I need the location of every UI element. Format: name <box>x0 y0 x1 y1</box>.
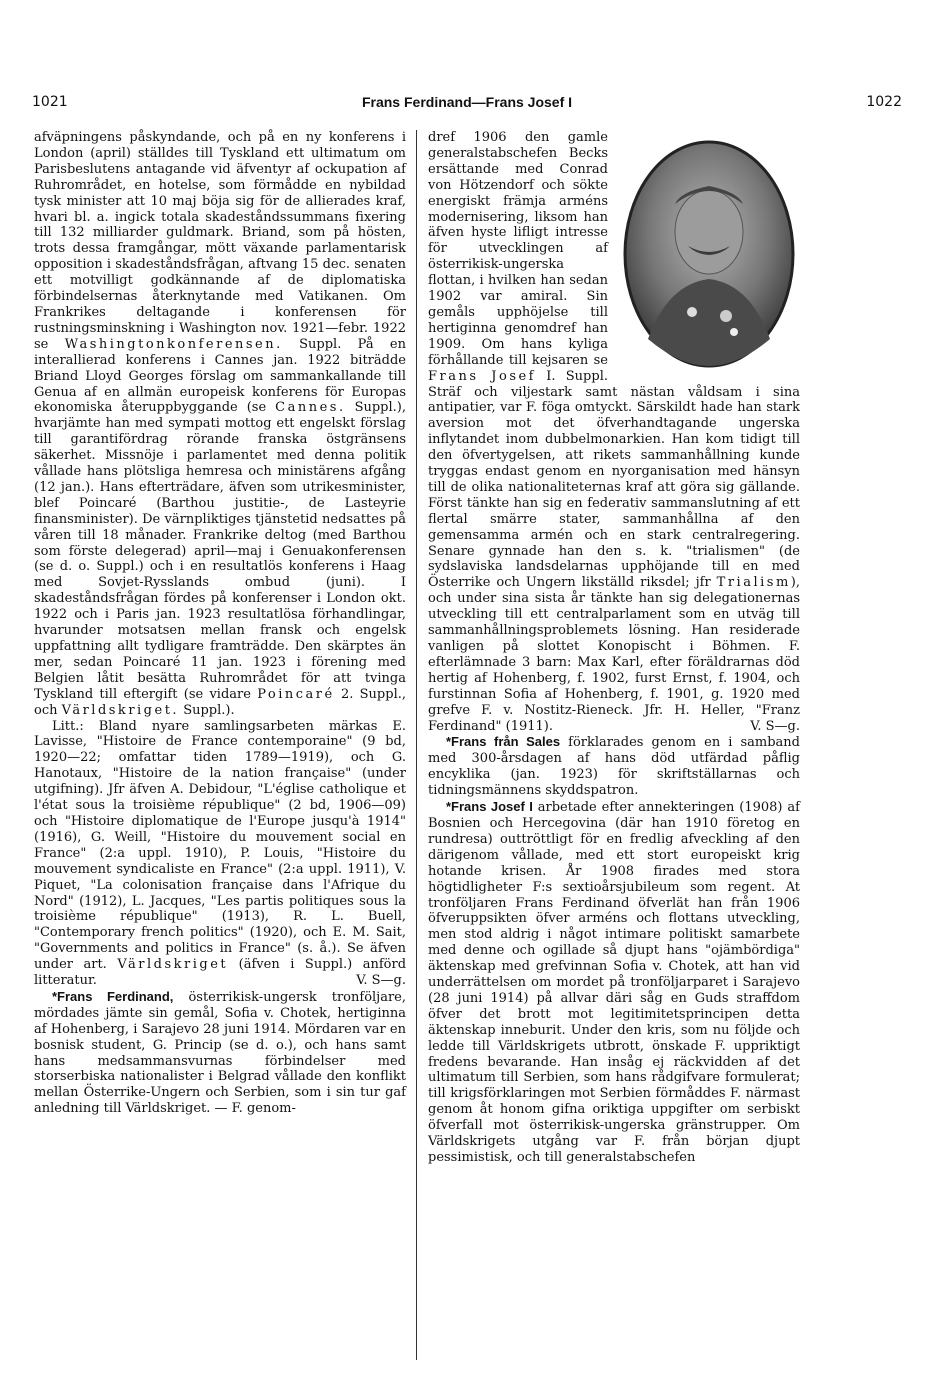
cross-reference: Världskriget <box>117 957 229 973</box>
france-history-paragraph <box>34 130 406 719</box>
text-segment: dref 1906 den gamle generalstabschefen Becks ersättande med Conrad von Hötzendorf och sökte energiskt främja arméns modernisering, liksom han äfven hyste lifligt intresse för utvecklingen af österrikisk-ungerska flottan, i hvilken han sedan 1902 var amiral. Sin gemåls upphöjelse till hertiginna genomdref han 1909. Om hans kyliga förhållande till kejsaren se <box>428 130 608 368</box>
text-segment: förklarades genom en i samband med 300-årsdagen af hans död utfärdad påflig encyklika (jan. 1923) för skriftställarnas och tidningsmännens skyddspatron. <box>428 735 801 799</box>
entry-headword: *Frans Josef I <box>446 799 533 815</box>
left-column <box>34 130 406 1117</box>
text-segment: afväpningens påskyndande, och på en ny konferens i London (april) ställdes till Tyskland ett ultimatum om Parisbeslutens antagande vid äfventyr af ockupation af Ruhrområdet, en hotelse, som förmådde en nybildad tysk minister att 10 maj böja sig för de allierades kraf, hvari bl. a. ingick totala skadeståndssummans fixering till 132 milliarder guldmark. Briand, som på hösten, trots dessa framgångar, mött växande parlamentarisk opposition i skadeståndsfrågan, aftvang 15 dec. senaten ett motvilligt godkännande af de diplomatiska förbindelsernas återknytande med Vatikanen. Om Frankrikes deltagande i konferensen för rustningsminskning i Washington nov. 1921—febr. 1922 se <box>34 130 406 352</box>
cross-reference: Poincaré <box>257 686 335 702</box>
entry-headword: *Frans från Sales <box>446 734 561 750</box>
author-signature: V. S—g. <box>356 973 406 989</box>
entry-frans-josef-i <box>428 799 800 1166</box>
author-signature: V. S—g. <box>750 718 800 734</box>
cross-reference: Cannes. <box>275 400 346 416</box>
text-segment: 2. Suppl., och <box>34 686 406 718</box>
right-column <box>428 130 800 1166</box>
text-segment: arbetade efter annekteringen (1908) af Bosnien och Hercegovina (där han 1910 företog en rundresa) outtröttligt för en fredlig afveckling af den därigenom vållade, med ett stort europeiskt krig hotande krisen. År 1908 firades med stora högtidligheter F:s sextioårsjubileum som regent. At tronföljaren Frans Ferdinand öfverlät han från 1906 öfveruppsikten öfver arméns och flottans utveckling, men stod aldrig i något intimare politiskt samarbete med denne och ogillade så djupt hans "ojämbördiga" äktenskap med grefvinnan Sofia v. Chotek, att han vid underrättelsen om mordet på tronföljarparet i Sarajevo (28 juni 1914) på allvar däri såg en Guds straffdom öfver det brott mot legitimitetsprincipen detta äktenskap inneburit. Under den kris, som nu följde och ledde till Världskrigets utbrott, önskade F. uppriktigt fredens bevarande. Han insåg ej räckvidden af det ultimatum till Serbien, som hans rådgifvare formulerat; till krigsförklaringen mot Serbien förmåddes F. närmast genom åt honom gifna oriktiga uppgifter om serbiskt öfverfall mot österrikisk-ungerska gränstrupper. Om Världskrigets utgång var F. från början djupt pessimistisk, och till generalstabschefen <box>428 800 800 1165</box>
text-segment: österrikisk-ungersk tronföljare, mördades jämte sin gemål, Sofia v. Chotek, hertiginna af Hohenberg, i Sarajevo 28 juni 1914. Mördaren var en bosnisk student, G. Princip (se d. o.), och hans samt hans medsammansvurnas förbindelser med storserbiska nationalister i Belgrad vållade den konflikt mellan Österrike-Ungern och Serbien, som i sin tur gaf anledning till Världskriget. — F. genom- <box>34 989 406 1117</box>
column-divider <box>416 130 417 1360</box>
cross-reference: Trialism <box>716 575 791 591</box>
cross-reference: Frans Josef <box>428 368 536 384</box>
text-segment: (äfven i Suppl.) anförd litteratur. <box>34 957 407 989</box>
entry-frans-ferdinand <box>34 989 406 1117</box>
page-number-left: 1021 <box>32 94 68 110</box>
cross-reference: Världskriget. <box>61 702 180 718</box>
page-number-right: 1022 <box>866 94 902 110</box>
running-title: Frans Ferdinand—Frans Josef I <box>361 94 573 110</box>
text-segment: Suppl.), hvarjämte han med sympati mottog ett engelskt förslag till garantifördrag rörande franska östgränsens säkerhet. Missnöje i parlamentet med denna politik vållade hans plötsliga hemresa och ministärens afgång (12 jan.). Hans efterträdare, äfven som utrikesminister, blef Poincaré (Barthou justitie-, de Lasteyrie finansminister). De värnpliktiges tjänstetid nedsattes på våren till 18 månader. Frankrike deltog (med Barthou som förste delegerad) april—maj i Genuakonferensen (se d. o. Suppl.) och i en resultatlös konferens i Haag med Sovjet-Rysslands ombud (juni). I skadeståndsfrågan fördes på konferenser i London okt. 1922 och i Paris jan. 1923 resultatlösa förhandlingar, hvarunder motsatsen mellan fransk och engelsk uppfattning allt tydligare framträdde. Den skärptes än mer, sedan Poincaré 11 jan. 1923 i förening med Belgien låtit besätta Ruhrområdet för att tvinga Tyskland till eftergift (se vidare <box>34 400 406 702</box>
entry-frans-fran-sales <box>428 734 800 799</box>
entry-headword: *Frans Ferdinand, <box>52 988 174 1004</box>
literature-paragraph <box>34 719 406 989</box>
portrait-photo <box>618 134 800 374</box>
text-segment: Suppl.). <box>179 702 235 718</box>
frans-ferdinand-continuation <box>428 130 800 734</box>
text-segment: ), och under sina sista år tänkte han sig delegationernas utveckling till ett centralparlament som en utväg till sammanhållningsproblemets lösning. Han residerade vanligen på slottet Konopischt i Böhmen. F. efterlämnade 3 barn: Max Karl, efter föräldrarnas död hertig af Hohenberg, f. 1902, furst Ernst, f. 1904, och furstinnan Sofia af Hohenberg, f. 1901, g. 1920 med grefve F. v. Nostitz-Rieneck. Jfr. H. Heller, "Franz Ferdinand" (1911). <box>428 575 800 734</box>
page-header <box>32 94 902 114</box>
text-segment: I. Suppl. Sträf och viljestark samt nästan våldsam i sina antipatier, var F. föga omtyckt. Särskildt hade han stark aversion mot det öfverhandtagande ungerska inflytandet inom dubbelmonarkien. Han kom tidigt till den öfvertygelsen, att rikets sammanhållning kunde tryggas endast genom en nyorganisation med hänsyn till de olika nationaliteternas kraf att göra sig gällande. Först tänkte han sig en federativ sammanslutning af ett flertal smärre stater, sammanhållna af den gemensamma armén och en stark centralregering. Senare gynnade han den s. k. "trialismen" (de sydslaviska landsdelarnas upphöjande till en med Österrike och Ungern likställd riksdel; jfr <box>428 368 800 591</box>
cross-reference: Washingtonkonferensen. <box>64 336 283 352</box>
text-segment: Litt.: Bland nyare samlingsarbeten märkas E. Lavisse, "Histoire de France contemporaine" (9 bd, 1920—22; omfattar tiden 1789—1919), och G. Hanotaux, "Histoire de la nation française" (under utgifning). Jfr äfven A. Debidour, "L'église catholique et l'état sous la troisième république" (2 bd, 1906—09) och "Histoire diplomatique de l'Europe jusqu'à 1914" (1916), G. Weill, "Histoire du mouvement social en France" (2:a uppl. 1910), P. Louis, "Histoire du mouvement syndicaliste en France" (2:a uppl. 1911), V. Piquet, "La colonisation française dans l'Afrique du Nord" (1912), L. Jacques, "Les partis politiques sous la troisième république" (1913), R. L. Buell, "Contemporary french politics" (1920), och E. M. Sait, "Governments and politics in France" (s. å.). Se äfven under art. <box>34 718 406 973</box>
text-segment: Suppl. På en interallierad konferens i Cannes jan. 1922 biträdde Briand Lloyd Georges förslag om sammankallande till Genua af en allmän europeisk konferens för Europas ekonomiska återuppbyggande (se <box>34 336 406 416</box>
